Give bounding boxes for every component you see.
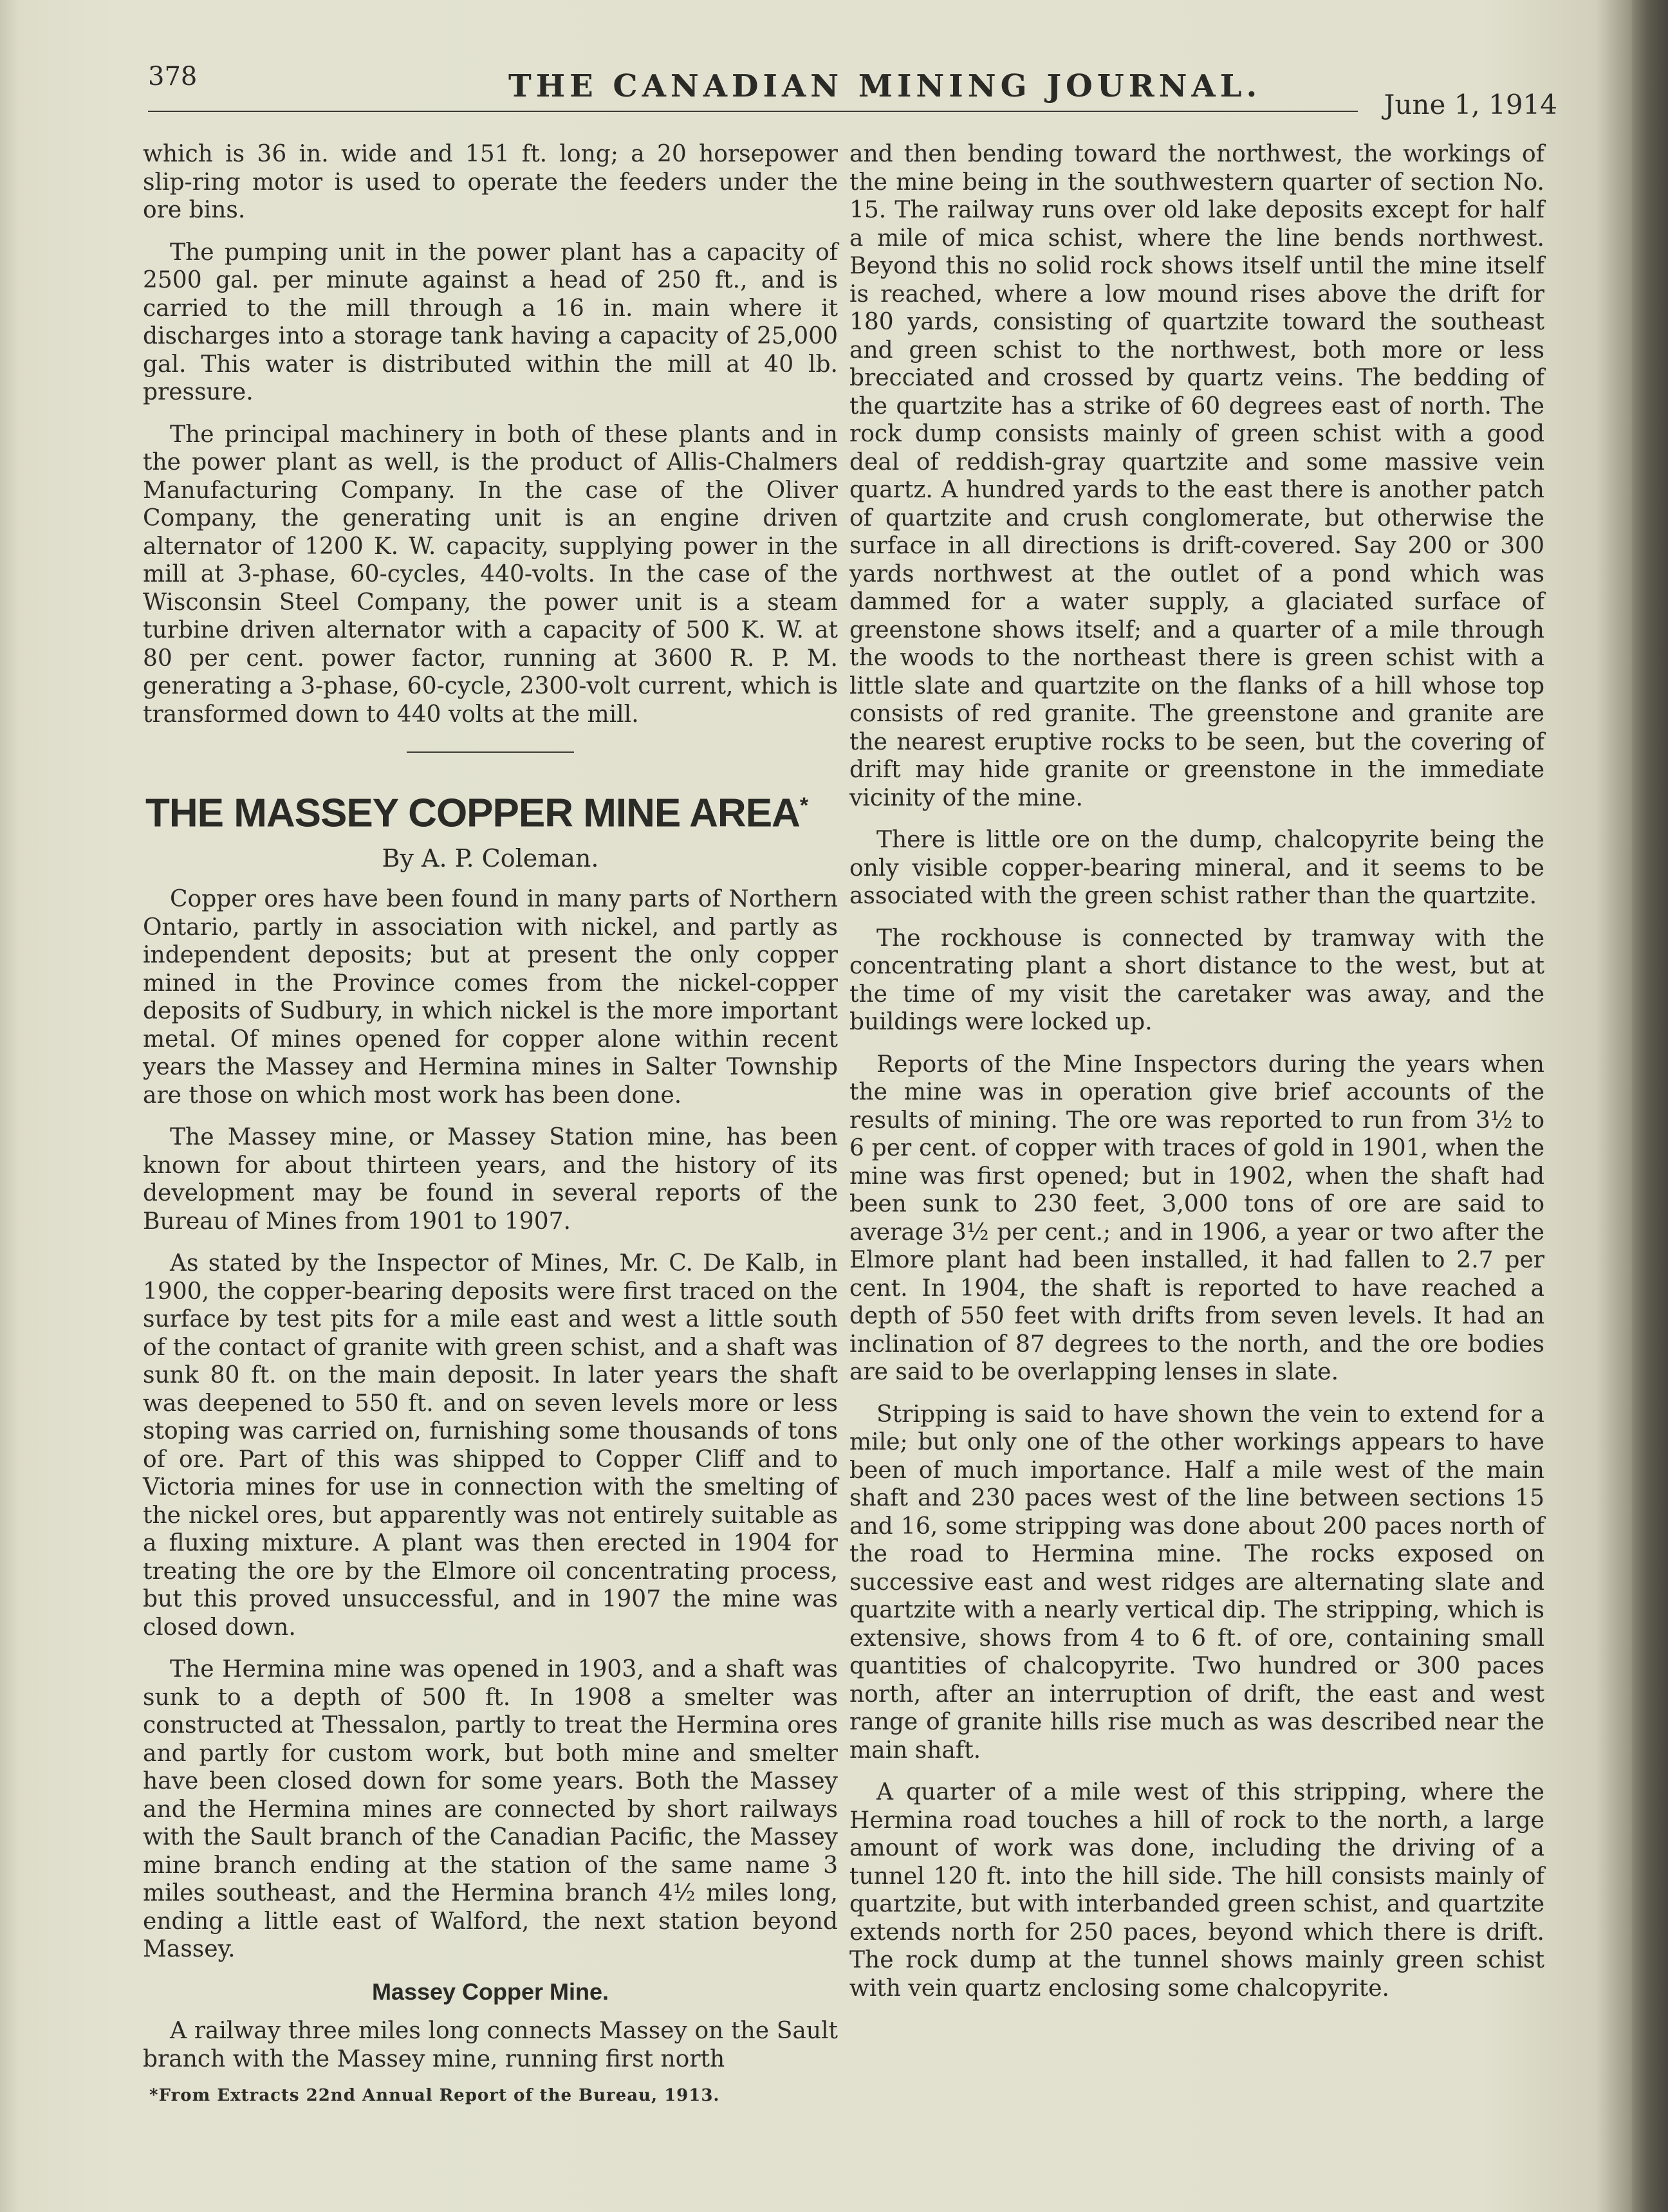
page-header — [148, 62, 1557, 126]
footnote: *From Extracts 22nd Annual Report of the Bureau, 1913. — [149, 2086, 720, 2106]
paragraph: Stripping is said to have shown the vein to extend for a mile; but only one of the other workings appears to have been of much importance. Half a mile west of the main shaft and 230 paces west of the line between sections 15 and 16, some stripping was done about 200 paces north of the road to Hermina mine. The rocks exposed on successive east and west ridges are alternating slate and quartzite with a nearly vertical dip. The stripping, which is extensive, shows from 4 to 6 ft. of ore, containing small quantities of chalcopyrite. Two hundred or 300 paces north, after an interruption of drift, the east and west range of granite hills rise much as was described near the main shaft. — [849, 1401, 1544, 1764]
page-number: 378 — [148, 62, 198, 91]
section-divider — [407, 751, 574, 753]
right-column — [849, 140, 1544, 2016]
paragraph: The Hermina mine was opened in 1903, and a shaft was sunk to a depth of 500 ft. In 1908 a smelter was constructed at Thessalon, partly to treat the Hermina ores and partly for custom work, but both mine and smelter have been closed down for some years. Both the Massey and the Hermina mines are connected by short railways with the Sault branch of the Canadian Pacific, the Massey mine branch ending at the station of the same name 3 miles southeast, and the Hermina branch 4½ miles long, ending a little east of Walford, the next station beyond Massey. — [143, 1656, 838, 1963]
paragraph: Reports of the Mine Inspectors during the years when the mine was in operation give brief accounts of the results of mining. The ore was reported to run from 3½ to 6 per cent. of copper with traces of gold in 1901, when the mine was first opened; but in 1902, when the shaft had been sunk to 230 feet, 3,000 tons of ore are said to average 3½ per cent.; and in 1906, a year or two after the Elmore plant had been installed, it had fallen to 2.7 per cent. In 1904, the shaft is reported to have reached a depth of 550 feet with drifts from seven levels. It had an inclination of 87 degrees to the north, and the ore bodies are said to be overlapping lenses in slate. — [849, 1051, 1544, 1385]
subheading: Massey Copper Mine. — [371, 1978, 609, 2005]
footnote-mark: * — [799, 793, 808, 818]
paragraph: The principal machinery in both of these plants and in the power plant as well, is the product of Allis-Chalmers Manufacturing Company. In the case of the Oliver Company, the generating unit is an engine driven alternator of 1200 K. W. capacity, supplying power in the mill at 3-phase, 60-cycles, 440-volts. In the case of the Wisconsin Steel Company, the power unit is a steam turbine driven alternator with a capacity of 500 K. W. at 80 per cent. power factor, running at 3600 R. P. M. generating a 3-phase, 60-cycle, 2300-volt current, which is transformed down to 440 volts at the mill. — [143, 421, 838, 728]
book-spine-shadow — [1632, 0, 1668, 2212]
paragraph: which is 36 in. wide and 151 ft. long; a 20 horsepower slip-ring motor is used to operate the feeders under the ore bins. — [143, 141, 838, 223]
paragraph: There is little ore on the dump, chalcopyrite being the only visible copper-bearing mineral, and it seems to be associated with the green schist rather than the quartzite. — [849, 827, 1544, 909]
byline: By A. P. Coleman. — [382, 843, 599, 872]
paragraph: As stated by the Inspector of Mines, Mr. C. De Kalb, in 1900, the copper-bearing deposits were first traced on the surface by test pits for a mile east and west a little south of the contact of granite with green schist, and a shaft was sunk 80 ft. on the main deposit. In later years the shaft was deepened to 550 ft. and on seven levels more or less stoping was carried on, furnishing some thousands of tons of ore. Part of this was shipped to Copper Cliff and to Victoria mines for use in connection with the smelting of the nickel ores, but apparently was not entirely suitable as a fluxing mixture. A plant was then erected in 1904 for treating the ore by the Elmore oil concentrating process, but this proved unsuccessful, and in 1907 the mine was closed down. — [143, 1250, 838, 1641]
article-title-text: THE MASSEY COPPER MINE AREA — [145, 791, 800, 836]
paragraph: The pumping unit in the power plant has a capacity of 2500 gal. per minute against a head of 250 ft., and is carried to the mill through a 16 in. main where it discharges into a storage tank having a capacity of 25,000 gal. This water is distributed within the mill at 40 lb. pressure. — [143, 239, 838, 405]
paragraph: The Massey mine, or Massey Station mine, has been known for about thirteen years, and the history of its development may be found in several reports of the Bureau of Mines from 1901 to 1907. — [143, 1124, 838, 1235]
article-title — [143, 781, 838, 838]
paragraph: Copper ores have been found in many parts of Northern Ontario, partly in association with nickel, and partly as independent deposits; but at present the only copper mined in the Province comes from the nickel-copper deposits of Sudbury, in which nickel is the more important metal. Of mines opened for copper alone within recent years the Massey and Hermina mines in Salter Township are those on which most work has been done. — [143, 886, 838, 1109]
paragraph: The rockhouse is connected by tramway with the concentrating plant a short distance to the west, but at the time of my visit the caretaker was away, and the buildings were locked up. — [849, 925, 1544, 1035]
paragraph: and then bending toward the northwest, the workings of the mine being in the southwestern quarter of section No. 15. The railway runs over old lake deposits except for half a mile of mica schist, where the line bends northwest. Beyond this no solid rock shows itself until the mine itself is reached, where a low mound rises above the drift for 180 yards, consisting of quartzite toward the southeast and green schist to the northwest, both more or less brecciated and crossed by quartz veins. The bedding of the quartzite has a strike of 60 degrees east of north. The rock dump consists mainly of green schist with a good deal of reddish-gray quartzite and some massive vein quartz. A hundred yards to the east there is another patch of quartzite and crush conglomerate, but otherwise the surface in all directions is drift-covered. Say 200 or 300 yards northwest at the outlet of a pond which was dammed for a water supply, a glaciated surface of greenstone shows itself; and a quarter of a mile through the woods to the northeast there is green schist with a little slate and quartzite on the flanks of a hill whose top consists of red granite. The greenstone and granite are the nearest eruptive rocks to be seen, but the covering of drift may hide granite or greenstone in the immediate vicinity of the mine. — [849, 141, 1544, 811]
paragraph: A quarter of a mile west of this stripping, where the Hermina road touches a hill of rock to the north, a large amount of work was done, including the driving of a tunnel 120 ft. into the hill side. The hill consists mainly of quartzite, but with interbanded green schist, and quartzite extends north for 250 paces, beyond which there is drift. The rock dump at the tunnel shows mainly green schist with vein quartz enclosing some chalcopyrite. — [849, 1779, 1544, 2002]
header-rule — [148, 111, 1358, 112]
paragraph: A railway three miles long connects Massey on the Sault branch with the Massey mine, running first north — [143, 2018, 838, 2072]
issue-date: June 1, 1914 — [1384, 89, 1557, 120]
journal-title: THE CANADIAN MINING JOURNAL. — [508, 68, 1262, 104]
left-column — [143, 140, 838, 2110]
